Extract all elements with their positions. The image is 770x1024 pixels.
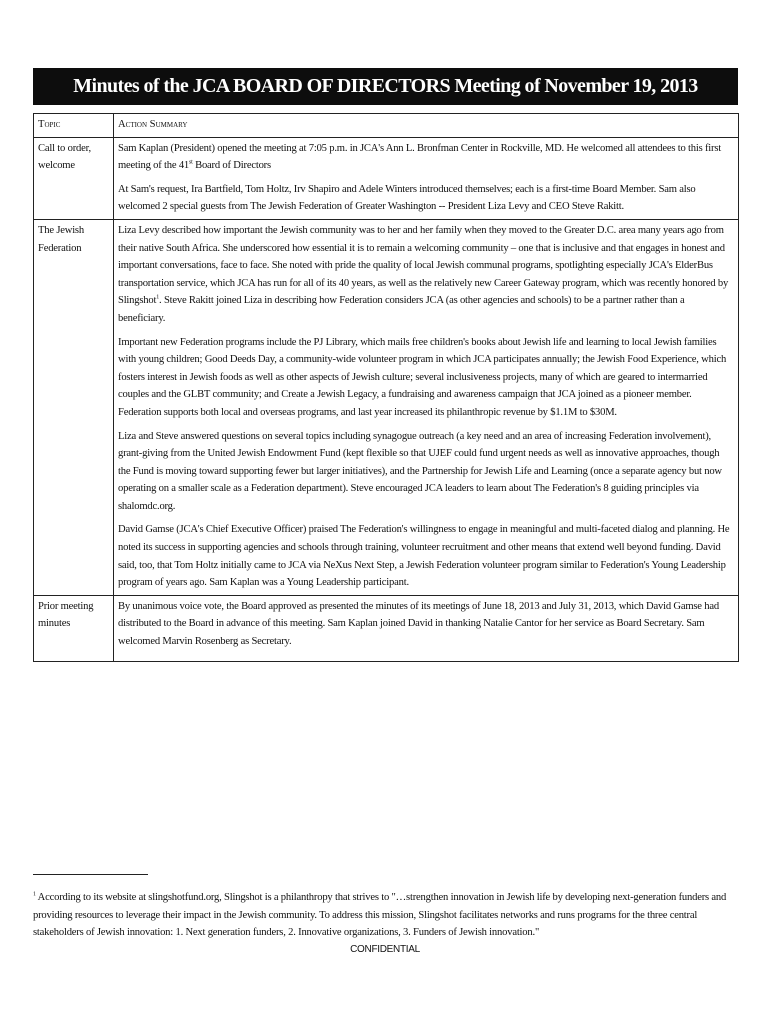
summary-paragraph: Liza and Steve answered questions on several topics including synagogue outreach (a key need and an area of increasing Federation involvement), grant-giving from the United Jewish Endowment Fund (kept flexible so that UJEF could fund urgent needs as well as innovative approaches, though the Fund is moving toward supporting fewer but larger initiatives), and the Partnership for Jewish Life and Learning (once a separate agency but now operating on a smaller scale as a Federation department). Steve encouraged JCA leaders to learn about The Federation's 8 guiding principles via shalomdc.org. xyxy=(118,430,722,512)
topic-cell: Call to order, welcome xyxy=(34,137,114,219)
table-row xyxy=(34,595,739,661)
table-header-row xyxy=(34,114,739,138)
footnote-text: According to its website at slingshotfund.org, Slingshot is a philanthropy that strives to "…strengthen innovation in Jewish life by developing next-generation funders and providing resources to leverage their impact in the Jewish community. To address this mission, Slingshot facilitates networks and runs programs for the three central stakeholders of Jewish innovation: 1. Next generation funders, 2. Innovative organizations, 3. Funders of Jewish innovation." xyxy=(33,892,727,939)
confidential-label: CONFIDENTIAL xyxy=(350,944,420,955)
title-text: Minutes of the JCA BOARD OF DIRECTORS Meeting of November 19, 2013 xyxy=(73,75,698,97)
paragraph-text-after: Board of Directors xyxy=(192,160,271,172)
paragraph-text-after: . Steve Rakitt joined Liza in describing how Federation considers JCA (as other agencies and schools) to be a partner rather than a beneficiary. xyxy=(118,295,685,324)
summary-paragraph: David Gamse (JCA's Chief Executive Officer) praised The Federation's willingness to engage in meaningful and multi-faceted dialog and planning. He noted its success in supporting agencies and schools through training, volunteer recruitment and other means that extend well beyond funding. David said, too, that Tom Holtz initially came to JCA via NeXus Next Step, a Jewish Federation volunteer program similar to Federation's Young Leadership program of years ago. Sam Kaplan was a Young Leadership participant. xyxy=(118,524,730,589)
paragraph-text: Liza Levy described how important the Jewish community was to her and her family when they moved to the Greater D.C. area many years ago from their native South Africa. She underscored how essential it is to remain a welcoming community – one that is inclusive and that engages in honest and important conversations, face to face. She noted with pride the quality of local Jewish communal programs, spotlighting especially JCA's ElderBus transportation service, which JCA has run for all of its 40 years, as well as the relatively new Career Gateway program, which was recently honored by Slingshot xyxy=(118,224,729,307)
footnote-ref: 1 xyxy=(156,294,160,301)
paragraph-text: Sam Kaplan (President) opened the meeting at 7:05 p.m. in JCA's Ann L. Bronfman Center in Rockville, MD. He welcomed all attendees to this first meeting of the 41 xyxy=(118,142,722,172)
document-title xyxy=(33,68,738,105)
superscript: st xyxy=(189,159,193,166)
topic-cell: The Jewish Federation xyxy=(34,219,114,595)
table-row xyxy=(34,219,739,595)
footnote xyxy=(33,889,738,942)
summary-cell xyxy=(114,137,739,219)
summary-header: Action Summary xyxy=(114,114,739,138)
table-row xyxy=(34,137,739,219)
summary-paragraph: By unanimous voice vote, the Board approved as presented the minutes of its meetings of June 18, 2013 and July 31, 2013, which David Gamse had distributed to the Board in advance of this meeting. Sam Kaplan joined David in thanking Natalie Cantor for her service as Board Secretary. Sam welcomed Marvin Rosenberg as Secretary. xyxy=(118,600,719,648)
summary-paragraph xyxy=(118,222,734,328)
topic-header: Topic xyxy=(34,114,114,138)
summary-paragraph xyxy=(118,140,734,175)
topic-cell: Prior meeting minutes xyxy=(34,595,114,661)
summary-cell xyxy=(114,595,739,661)
minutes-table xyxy=(33,113,739,662)
summary-paragraph: Important new Federation programs include the PJ Library, which mails free children's books about Jewish life and learning to local Jewish families with young children; Good Deeds Day, a community-wide volunteer program in which JCA participates annually; the Jewish Food Experience, which fosters interest in Jewish foods as well as other aspects of Jewish culture; several inclusiveness projects, many of which are geared to intermarried couples and the GLBT community; and Create a Jewish Legacy, a fundraising and awareness campaign that JCA joined as a pioneer member. Federation supports both local and overseas programs, and last year increased its philanthropic revenue by $1.1M to $30M. xyxy=(118,336,727,418)
footnote-number: 1 xyxy=(33,891,36,898)
summary-paragraph: At Sam's request, Ira Bartfield, Tom Holtz, Irv Shapiro and Adele Winters introduced themselves; each is a first-time Board Member. Sam also welcomed 2 special guests from The Jewish Federation of Greater Washington -- President Liza Levy and CEO Steve Rakitt. xyxy=(118,183,696,213)
summary-cell xyxy=(114,219,739,595)
footnote-divider xyxy=(33,874,148,875)
